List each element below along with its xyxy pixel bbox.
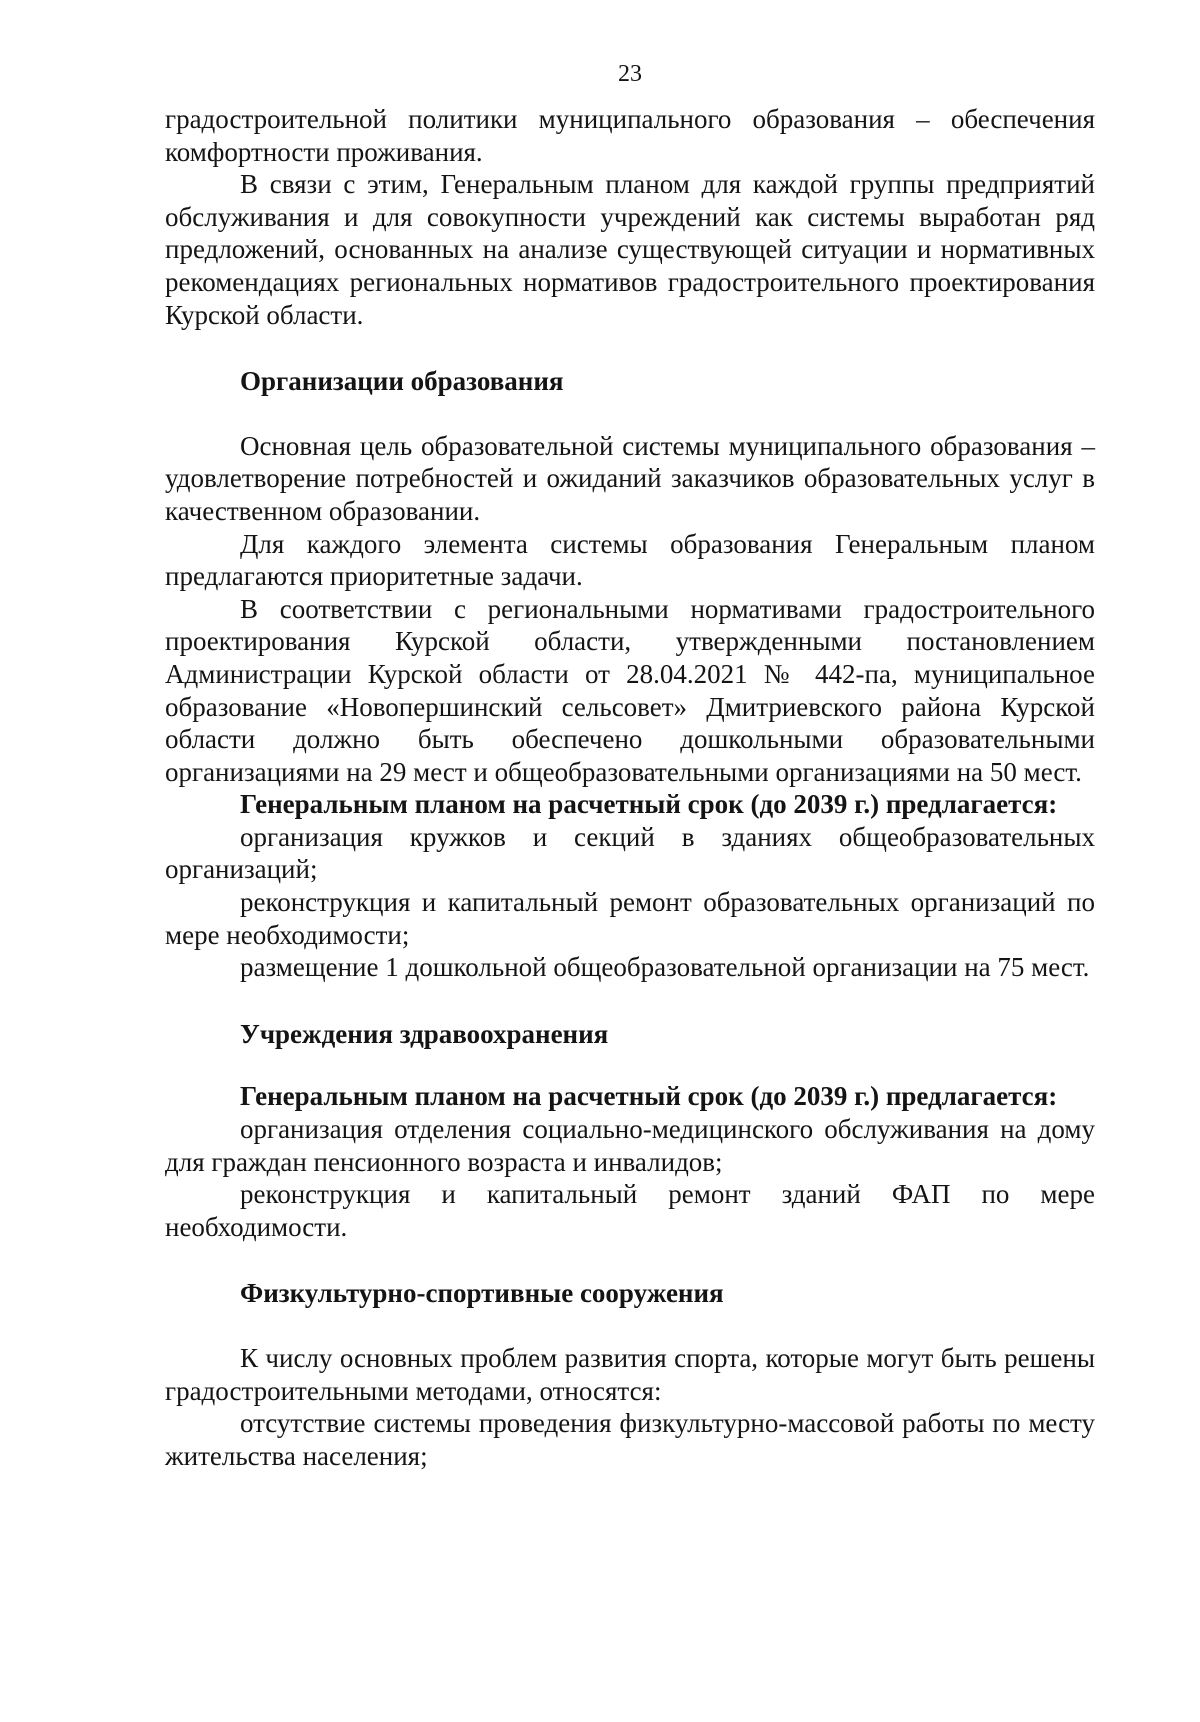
education-goal-paragraph: Основная цель образовательной системы муниципального образования – удовлетворение потребностей и ожиданий заказчиков образовательных услуг в качественном образовании. [165, 430, 1095, 526]
sports-problem-item: отсутствие системы проведения физкультурно-массовой работы по месту жительства населения; [165, 1408, 1095, 1471]
education-plan-item: реконструкция и капитальный ремонт образовательных организаций по мере необходимости; [165, 887, 1095, 950]
healthcare-plan-item: организация отделения социально-медицинского обслуживания на дому для граждан пенсионного возраста и инвалидов; [165, 1114, 1095, 1177]
intro-paragraph: В связи с этим, Генеральным планом для каждой группы предприятий обслуживания и для совокупности учреждений как системы выработан ряд предложений, основанных на анализе существующей ситуации и нормативных рекомендациях региональных нормативов градостроительного проектирования Курской области. [165, 169, 1095, 330]
healthcare-plan-item: реконструкция и капитальный ремонт зданий ФАП по мере необходимости. [165, 1179, 1095, 1242]
page-number: 23 [618, 61, 642, 87]
sports-problems-paragraph: К числу основных проблем развития спорта, которые могут быть решены градостроительными методами, относятся: [165, 1343, 1095, 1406]
education-plan-item: организация кружков и секций в зданиях общеобразовательных организаций; [165, 821, 1095, 885]
education-norms-paragraph: В соответствии с региональными нормативами градостроительного проектирования Курской области, утвержденными постановлением Администрации Курской области от 28.04.2021 № 442-па, муниципальное образование «Новопершинский сельсовет» Дмитриевского района Курской области должно быть обеспечено дошкольными образовательными организациями на 29 мест и общеобразовательными организациями на 50 мест. [165, 593, 1095, 787]
education-tasks-paragraph: Для каждого элемента системы образования Генеральным планом предлагаются приоритетные задачи. [165, 528, 1095, 592]
section-heading-education: Организации образования [240, 366, 564, 397]
section-heading-sports: Физкультурно-спортивные сооружения [240, 1278, 724, 1309]
page-body [165, 103, 1095, 1472]
education-plan-lead: Генеральным планом на расчетный срок (до 2039 г.) предлагается: [240, 789, 1058, 820]
education-plan-item: размещение 1 дошкольной общеобразовательной организации на 75 мест. [240, 952, 1090, 983]
intro-paragraph-continued: градостроительной политики муниципального образования – обеспечения комфортности проживания. [165, 104, 1095, 167]
section-heading-healthcare: Учреждения здравоохранения [240, 1018, 609, 1049]
healthcare-plan-lead: Генеральным планом на расчетный срок (до 2039 г.) предлагается: [240, 1081, 1058, 1112]
